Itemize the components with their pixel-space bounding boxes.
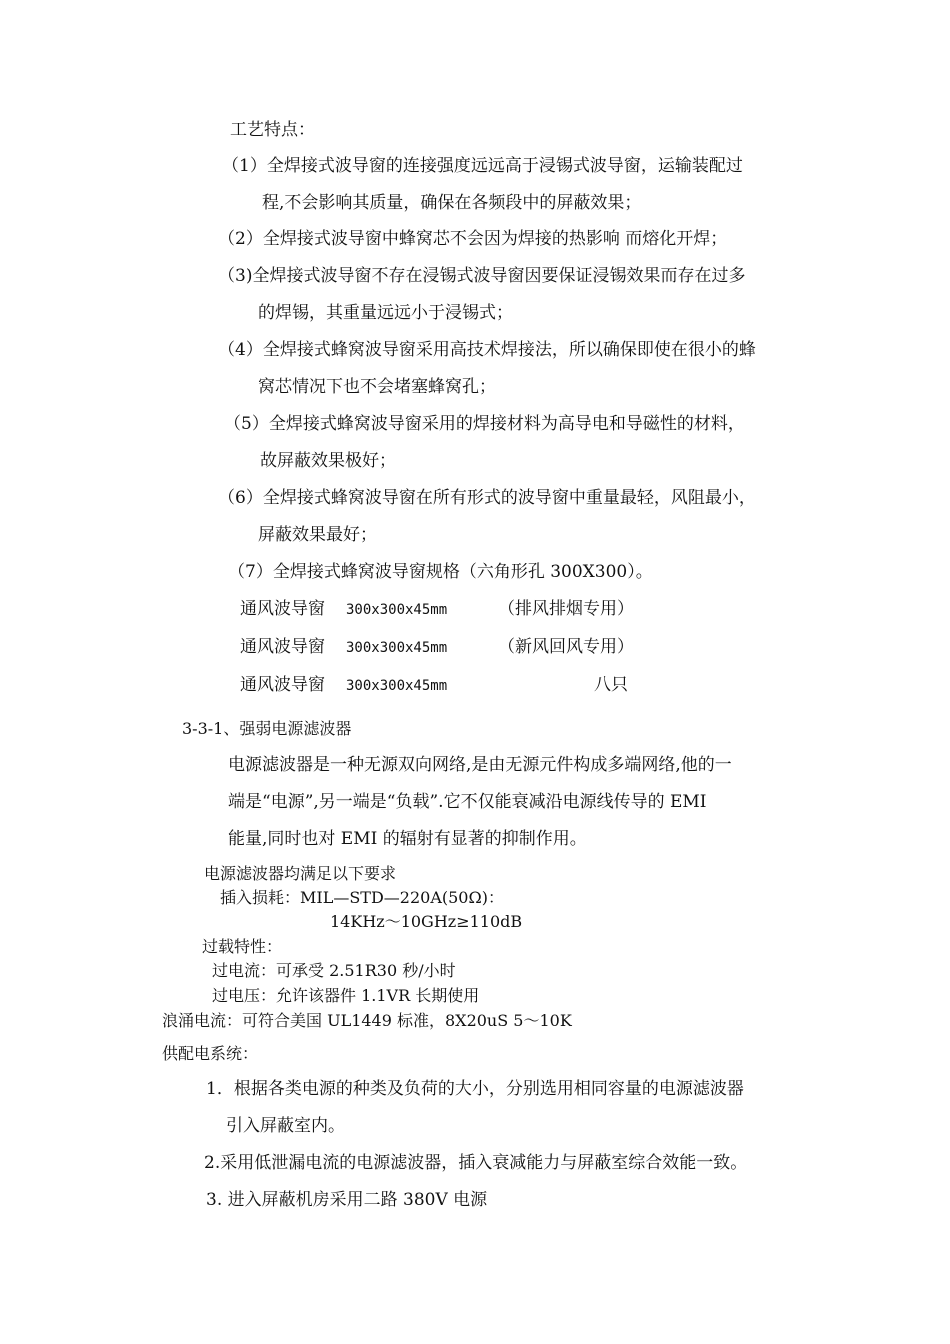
supply-item-1-line-1: 1．根据各类电源的种类及负荷的大小，分别选用相同容量的电源滤波器 <box>206 1079 744 1099</box>
feature-6-line-1: （6）全焊接式蜂窝波导窗在所有形式的波导窗中重量最轻，风阻最小， <box>218 488 756 508</box>
spec-1-name: 通风波导窗 <box>240 599 325 619</box>
requirements-title: 电源滤波器均满足以下要求 <box>204 864 397 883</box>
insertion-loss: 插入损耗：MIL—STD—220A(50Ω)： <box>220 888 504 907</box>
feature-6-line-2: 屏蔽效果最好； <box>258 525 377 545</box>
overcurrent: 过电流：可承受 2.51R30 秒/小时 <box>212 961 456 980</box>
feature-3-line-2: 的焊锡，其重量远远小于浸锡式； <box>258 303 513 323</box>
feature-1-line-1: （1）全焊接式波导窗的连接强度远远高于浸锡式波导窗，运输装配过 <box>222 156 743 176</box>
feature-4-line-2: 窝芯情况下也不会堵塞蜂窝孔； <box>258 377 496 397</box>
spec-3-name: 通风波导窗 <box>240 675 325 695</box>
spec-1-note: （排风排烟专用） <box>498 599 634 619</box>
section-title: 3-3-1、强弱电源滤波器 <box>182 719 352 738</box>
feature-5-line-1: （5）全焊接式蜂窝波导窗采用的焊接材料为高导电和导磁性的材料， <box>224 414 745 434</box>
surge-current: 浪涌电流：可符合美国 UL1449 标准，8X20uS 5～10K <box>162 1011 572 1030</box>
spec-2-note: （新风回风专用） <box>498 637 634 657</box>
supply-title: 供配电系统： <box>162 1044 259 1063</box>
spec-3-size: 300x300x45mm <box>346 678 448 694</box>
supply-item-3: 3. 进入屏蔽机房采用二路 380V 电源 <box>206 1190 488 1210</box>
process-features-heading: 工艺特点： <box>230 120 315 140</box>
spec-3-note: 八只 <box>594 675 628 695</box>
spec-1-size: 300x300x45mm <box>346 602 448 618</box>
feature-5-line-2: 故屏蔽效果极好； <box>260 451 396 471</box>
intro-line-2: 端是“电源”,另一端是“负载”.它不仅能衰减沿电源线传导的 EMI <box>228 792 707 812</box>
feature-7-line-1: （7）全焊接式蜂窝波导窗规格（六角形孔 300X300）。 <box>228 562 653 582</box>
feature-2-line-1: （2）全焊接式波导窗中蜂窝芯不会因为焊接的热影响 而熔化开焊； <box>218 229 728 249</box>
overload-title: 过载特性： <box>202 937 283 956</box>
supply-item-1-line-2: 引入屏蔽室内。 <box>226 1116 345 1136</box>
intro-line-1: 电源滤波器是一种无源双向网络,是由无源元件构成多端网络,他的一 <box>228 755 732 775</box>
spec-2-name: 通风波导窗 <box>240 637 325 657</box>
supply-item-2: 2.采用低泄漏电流的电源滤波器，插入衰减能力与屏蔽室综合效能一致。 <box>204 1153 748 1173</box>
feature-1-line-2: 程,不会影响其质量，确保在各频段中的屏蔽效果； <box>262 193 642 213</box>
feature-4-line-1: （4）全焊接式蜂窝波导窗采用高技术焊接法，所以确保即使在很小的蜂 <box>218 340 756 360</box>
spec-2-size: 300x300x45mm <box>346 640 448 656</box>
intro-line-3: 能量,同时也对 EMI 的辐射有显著的抑制作用。 <box>228 829 587 849</box>
insertion-loss-value: 14KHz～10GHz≥110dB <box>330 912 523 931</box>
overvoltage: 过电压：允许该器件 1.1VR 长期使用 <box>212 986 480 1005</box>
feature-3-line-1: （3)全焊接式波导窗不存在浸锡式波导窗因要保证浸锡效果而存在过多 <box>218 266 746 286</box>
